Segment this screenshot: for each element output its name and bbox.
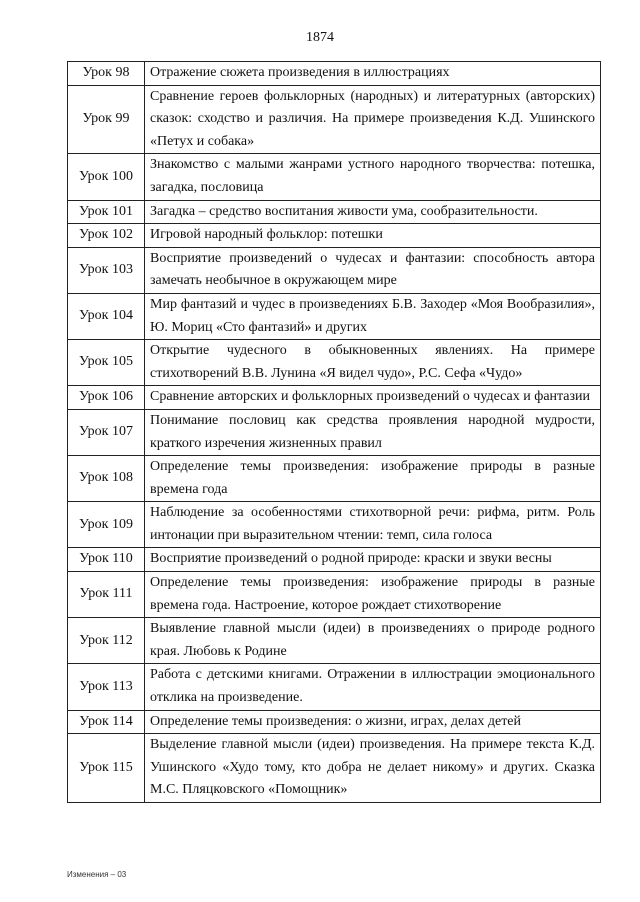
lesson-number-cell: Урок 101 — [68, 200, 145, 224]
table-row — [68, 548, 601, 572]
lesson-topic-cell: Выявление главной мысли (идеи) в произведениях о природе родного края. Любовь к Родине — [145, 618, 601, 664]
table-row — [68, 502, 601, 548]
lesson-topic-cell: Сравнение авторских и фольклорных произведений о чудесах и фантазии — [145, 386, 601, 410]
lesson-topic-cell: Определение темы произведения: изображение природы в разные времена года — [145, 456, 601, 502]
lesson-number-cell: Урок 115 — [68, 734, 145, 803]
table-row — [68, 734, 601, 803]
lesson-number-cell: Урок 103 — [68, 247, 145, 293]
page-number: 1874 — [306, 30, 334, 45]
table-row — [68, 293, 601, 339]
lesson-number-cell: Урок 112 — [68, 618, 145, 664]
table-row — [68, 62, 601, 86]
lesson-topic-cell: Мир фантазий и чудес в произведениях Б.В. Заходер «Моя Вообразилия», Ю. Мориц «Сто фантазий» и других — [145, 293, 601, 339]
table-row — [68, 247, 601, 293]
lesson-number-cell: Урок 109 — [68, 502, 145, 548]
lesson-number-cell: Урок 104 — [68, 293, 145, 339]
table-row — [68, 409, 601, 455]
table-row — [68, 572, 601, 618]
table-row — [68, 340, 601, 386]
lesson-number-cell: Урок 107 — [68, 409, 145, 455]
lesson-topic-cell: Восприятие произведений о чудесах и фантазии: способность автора замечать необычное в окружающем мире — [145, 247, 601, 293]
lesson-number-cell: Урок 99 — [68, 85, 145, 154]
table-row — [68, 456, 601, 502]
lesson-topic-cell: Отражение сюжета произведения в иллюстрациях — [145, 62, 601, 86]
lesson-number-cell: Урок 102 — [68, 224, 145, 248]
lesson-topic-cell: Открытие чудесного в обыкновенных явлениях. На примере стихотворений В.В. Лунина «Я видел чудо», Р.С. Сефа «Чудо» — [145, 340, 601, 386]
lesson-topic-cell: Восприятие произведений о родной природе: краски и звуки весны — [145, 548, 601, 572]
table-row — [68, 618, 601, 664]
table-row — [68, 85, 601, 154]
lesson-topic-cell: Понимание пословиц как средства проявления народной мудрости, краткого изречения жизненных правил — [145, 409, 601, 455]
lesson-topic-cell: Выделение главной мысли (идеи) произведения. На примере текста К.Д. Ушинского «Худо тому, кто добра не делает никому» и других. Сказка М.С. Пляцковского «Помощник» — [145, 734, 601, 803]
footer-note: Изменения – 03 — [67, 870, 127, 879]
lesson-topic-cell: Сравнение героев фольклорных (народных) и литературных (авторских) сказок: сходство и различия. На примере произведения К.Д. Ушинского «Петух и собака» — [145, 85, 601, 154]
table-row — [68, 224, 601, 248]
lesson-number-cell: Урок 106 — [68, 386, 145, 410]
lesson-number-cell: Урок 110 — [68, 548, 145, 572]
lesson-topic-cell: Определение темы произведения: о жизни, играх, делах детей — [145, 710, 601, 734]
lesson-topic-cell: Работа с детскими книгами. Отражении в иллюстрации эмоционального отклика на произведение. — [145, 664, 601, 710]
lesson-number-cell: Урок 111 — [68, 572, 145, 618]
table-row — [68, 664, 601, 710]
lesson-topic-cell: Определение темы произведения: изображение природы в разные времена года. Настроение, которое рождает стихотворение — [145, 572, 601, 618]
table-row — [68, 710, 601, 734]
lesson-number-cell: Урок 100 — [68, 154, 145, 200]
lesson-topic-cell: Игровой народный фольклор: потешки — [145, 224, 601, 248]
lesson-topic-cell: Знакомство с малыми жанрами устного народного творчества: потешка, загадка, пословица — [145, 154, 601, 200]
lesson-number-cell: Урок 114 — [68, 710, 145, 734]
lesson-topic-cell: Загадка – средство воспитания живости ума, сообразительности. — [145, 200, 601, 224]
table-row — [68, 200, 601, 224]
lesson-number-cell: Урок 105 — [68, 340, 145, 386]
table-row — [68, 386, 601, 410]
lessons-table — [67, 61, 601, 803]
lesson-number-cell: Урок 113 — [68, 664, 145, 710]
lesson-topic-cell: Наблюдение за особенностями стихотворной речи: рифма, ритм. Роль интонации при выразительном чтении: темп, сила голоса — [145, 502, 601, 548]
lessons-table-body — [68, 62, 601, 803]
lesson-number-cell: Урок 108 — [68, 456, 145, 502]
table-row — [68, 154, 601, 200]
lesson-number-cell: Урок 98 — [68, 62, 145, 86]
